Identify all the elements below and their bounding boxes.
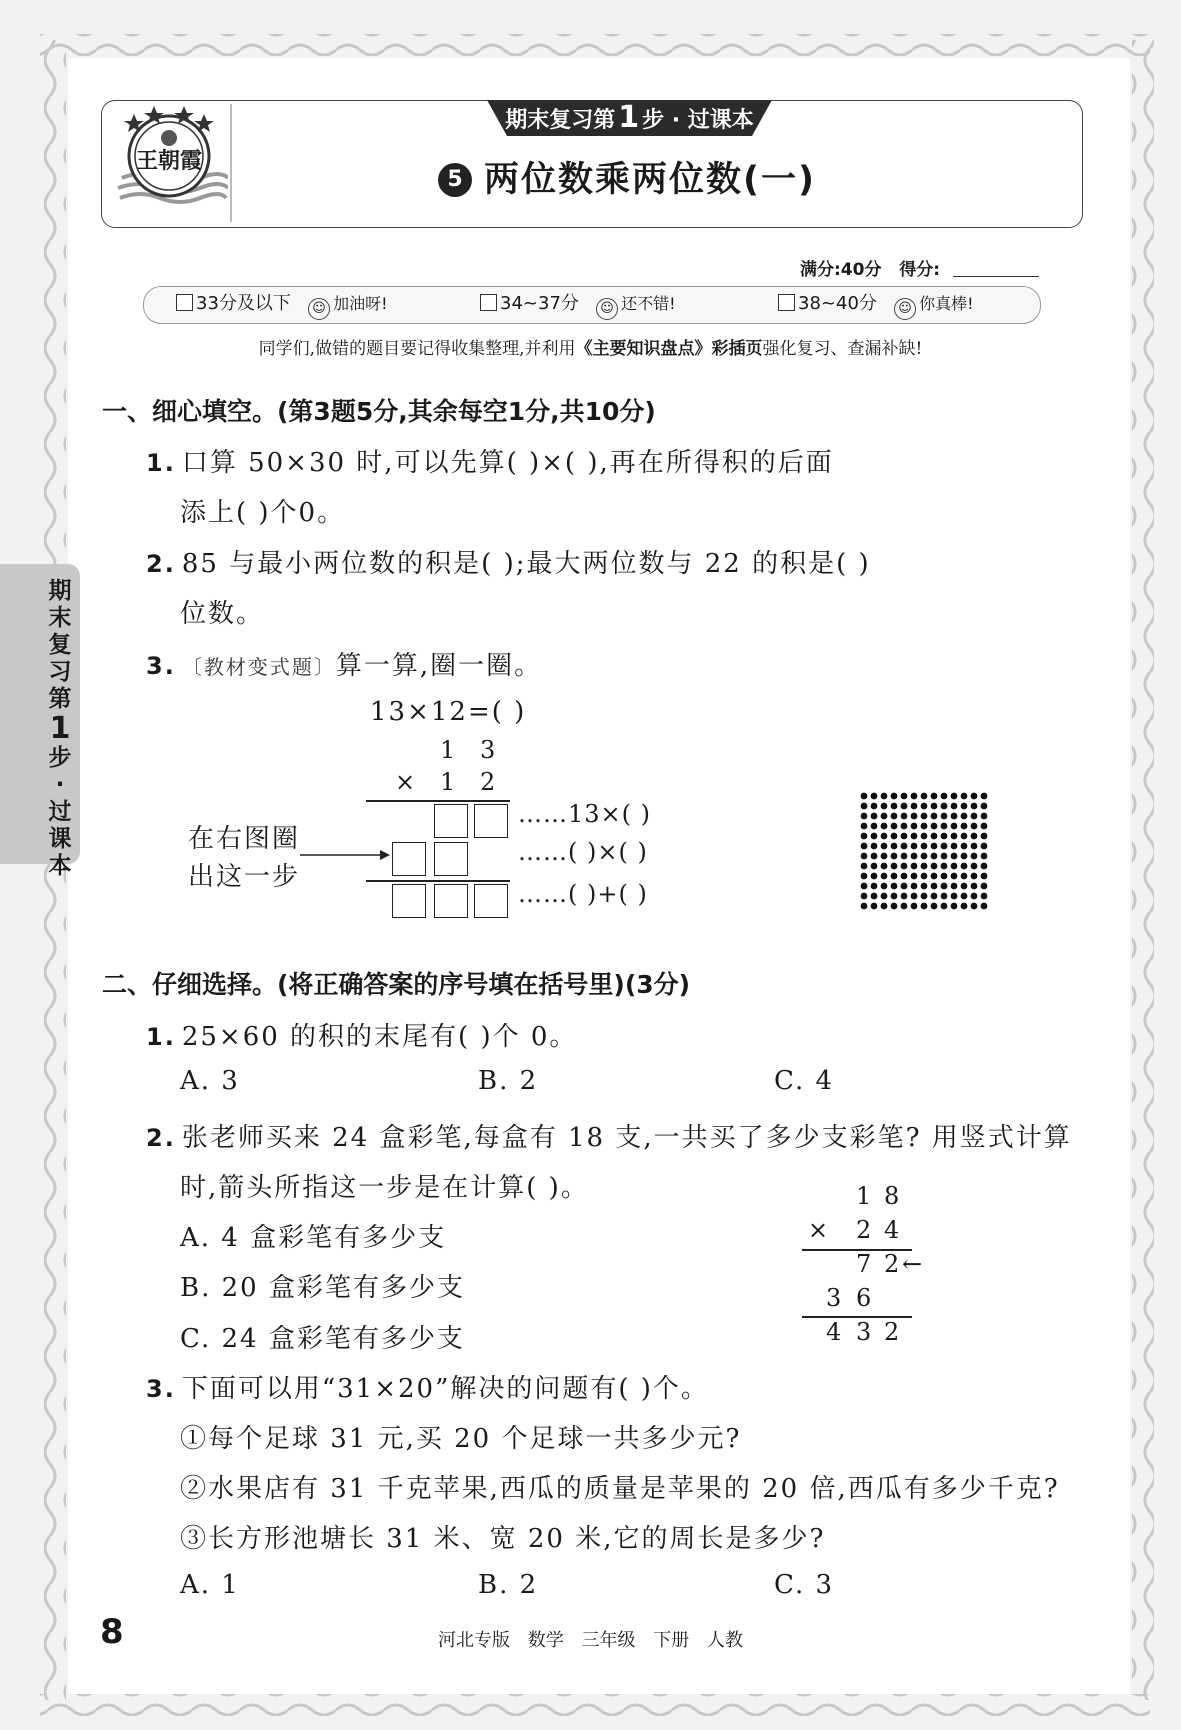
dot[interactable] (861, 843, 868, 850)
side-char: 1 (49, 711, 71, 746)
dot[interactable] (901, 803, 908, 810)
question-number: 3. (146, 652, 176, 680)
checkbox-icon[interactable] (480, 294, 497, 311)
dot[interactable] (861, 823, 868, 830)
notice-before: 同学们,做错的题目要记得收集整理,并利用 (258, 339, 576, 359)
s2-q3-item-3: ③长方形池塘长 31 米、宽 20 米,它的周长是多少? (180, 1524, 826, 1554)
dot[interactable] (931, 803, 938, 810)
dot[interactable] (861, 803, 868, 810)
dot[interactable] (911, 803, 918, 810)
dot[interactable] (861, 833, 868, 840)
smiley-icon: ☺ (596, 298, 618, 320)
score-blank[interactable] (953, 276, 1039, 277)
dot[interactable] (931, 893, 938, 900)
dot[interactable] (981, 793, 988, 800)
dot[interactable] (961, 883, 968, 890)
dot[interactable] (951, 823, 958, 830)
dot[interactable] (911, 903, 918, 910)
dot[interactable] (941, 883, 948, 890)
notice-after: 强化复习、查漏补缺! (762, 339, 923, 359)
dot[interactable] (881, 853, 888, 860)
notice-highlight: 《主要知识盘点》彩插页 (575, 339, 763, 359)
dot[interactable] (981, 843, 988, 850)
question-text: 85 与最小两位数的积是( );最大两位数与 22 的积是( ) (181, 549, 871, 579)
dot[interactable] (871, 853, 878, 860)
dot[interactable] (911, 813, 918, 820)
question-text: 下面可以用“31×20”解决的问题有( )个。 (181, 1374, 709, 1404)
calc-digit: 1 (440, 768, 456, 796)
dot[interactable] (911, 853, 918, 860)
dot[interactable] (971, 843, 978, 850)
dot[interactable] (861, 813, 868, 820)
s2-q1-option-b[interactable]: B. 2 (478, 1066, 539, 1096)
s2-q3-line (146, 1368, 709, 1405)
dot[interactable] (971, 863, 978, 870)
dot[interactable] (951, 833, 958, 840)
checkbox-icon[interactable] (176, 294, 193, 311)
left-note-line1: 在右图圈 (188, 824, 301, 854)
calc2-digit: 4 (826, 1318, 842, 1346)
dot[interactable] (911, 833, 918, 840)
dot[interactable] (931, 833, 938, 840)
calc-digit: 3 (480, 736, 496, 764)
s2-q2-option-c[interactable]: C. 24 盒彩笔有多少支 (180, 1324, 465, 1354)
dot[interactable] (881, 833, 888, 840)
s2-q2-option-a[interactable]: A. 4 盒彩笔有多少支 (180, 1223, 447, 1253)
dot[interactable] (871, 833, 878, 840)
dot[interactable] (931, 813, 938, 820)
arrow-left-icon: ← (902, 1250, 923, 1278)
dot[interactable] (971, 823, 978, 830)
lesson-title: 两位数乘两位数(一) (484, 160, 816, 200)
dot[interactable] (921, 813, 928, 820)
dot[interactable] (941, 873, 948, 880)
question-number: 2. (146, 1124, 176, 1152)
dot[interactable] (881, 883, 888, 890)
dot[interactable] (881, 793, 888, 800)
dot[interactable] (961, 893, 968, 900)
dot[interactable] (881, 873, 888, 880)
footer-text: 河北专版 数学 三年级 下册 人教 (438, 1630, 743, 1651)
dot[interactable] (931, 853, 938, 860)
page-number: 8 (100, 1612, 124, 1652)
dot[interactable] (931, 823, 938, 830)
dot[interactable] (871, 803, 878, 810)
calc2-digit: 7 (856, 1250, 872, 1278)
dot[interactable] (861, 903, 868, 910)
dot[interactable] (891, 903, 898, 910)
dot[interactable] (931, 863, 938, 870)
dot[interactable] (861, 793, 868, 800)
dot-array[interactable] (858, 790, 998, 920)
dot[interactable] (971, 873, 978, 880)
dot[interactable] (901, 813, 908, 820)
dot[interactable] (891, 863, 898, 870)
dot[interactable] (941, 863, 948, 870)
calc-digit: 1 (440, 736, 456, 764)
dot[interactable] (961, 873, 968, 880)
question-tag: 〔教材变式题〕 (181, 655, 336, 679)
dot[interactable] (921, 873, 928, 880)
dot[interactable] (931, 843, 938, 850)
calc-rule (366, 800, 510, 802)
question-text: 算一算,圈一圈。 (335, 651, 543, 681)
dot[interactable] (941, 843, 948, 850)
side-char: 步 (48, 745, 72, 771)
dot[interactable] (961, 823, 968, 830)
dot[interactable] (871, 793, 878, 800)
dot[interactable] (941, 833, 948, 840)
dot[interactable] (881, 803, 888, 810)
side-char: 第 (48, 686, 72, 712)
dot[interactable] (931, 903, 938, 910)
grade-option-2[interactable] (480, 288, 675, 320)
dot[interactable] (931, 793, 938, 800)
side-char: 过 (48, 799, 72, 825)
dot[interactable] (951, 873, 958, 880)
score-label: 得分: (899, 260, 941, 280)
dot[interactable] (901, 903, 908, 910)
side-char: 复 (48, 632, 72, 658)
calc2-digit: 8 (884, 1182, 900, 1210)
row3-label: ……( )+( ) (518, 880, 648, 908)
dot[interactable] (901, 843, 908, 850)
dot[interactable] (911, 893, 918, 900)
banner-label (487, 100, 772, 136)
dot[interactable] (981, 823, 988, 830)
s1-q3-line (146, 645, 542, 682)
dot[interactable] (861, 873, 868, 880)
side-char: 课 (48, 826, 72, 852)
s2-q3-item-1: ①每个足球 31 元,买 20 个足球一共多少元? (180, 1424, 742, 1454)
dot[interactable] (881, 893, 888, 900)
answer-box[interactable] (392, 884, 426, 918)
dot[interactable] (981, 883, 988, 890)
dot[interactable] (871, 813, 878, 820)
dot[interactable] (951, 863, 958, 870)
left-note-line2: 出这一步 (188, 862, 301, 892)
logo-divider (230, 104, 232, 222)
s2-q3-option-c[interactable]: C. 3 (774, 1570, 835, 1600)
dot[interactable] (981, 893, 988, 900)
dot[interactable] (941, 903, 948, 910)
dot[interactable] (921, 833, 928, 840)
dot[interactable] (921, 893, 928, 900)
dot[interactable] (951, 893, 958, 900)
s1-q1-line2: 添上( )个0。 (180, 498, 346, 528)
dot[interactable] (891, 833, 898, 840)
arrow-icon (300, 848, 390, 862)
calc2-digit: 3 (856, 1318, 872, 1346)
dot[interactable] (921, 803, 928, 810)
dot[interactable] (981, 903, 988, 910)
dot[interactable] (901, 793, 908, 800)
question-number: 3. (146, 1375, 176, 1403)
dot[interactable] (951, 883, 958, 890)
question-text: 25×60 的积的末尾有( )个 0。 (181, 1022, 578, 1052)
grade-option-1[interactable] (176, 288, 388, 320)
dot[interactable] (921, 793, 928, 800)
s1-q1-line1 (146, 442, 834, 479)
dot[interactable] (961, 793, 968, 800)
dot[interactable] (971, 903, 978, 910)
s2-q3-item-2: ②水果店有 31 千克苹果,西瓜的质量是苹果的 20 倍,西瓜有多少千克? (180, 1474, 1060, 1504)
question-text: 张老师买来 24 盒彩笔,每盒有 18 支,一共买了多少支彩笔? 用竖式计算 (181, 1123, 1072, 1153)
dot[interactable] (951, 853, 958, 860)
dot[interactable] (981, 833, 988, 840)
dot[interactable] (941, 813, 948, 820)
answer-box[interactable] (474, 804, 508, 838)
dot[interactable] (901, 833, 908, 840)
dot[interactable] (901, 883, 908, 890)
s1-q3-equation: 13×12=( ) (370, 697, 527, 727)
dot[interactable] (891, 883, 898, 890)
dot[interactable] (891, 803, 898, 810)
dot[interactable] (891, 823, 898, 830)
dot[interactable] (891, 793, 898, 800)
dot[interactable] (941, 853, 948, 860)
calc2-digit: 3 (826, 1284, 842, 1312)
dot[interactable] (861, 883, 868, 890)
dot[interactable] (911, 873, 918, 880)
question-text: 口算 50×30 时,可以先算( )×( ),再在所得积的后面 (181, 448, 834, 478)
dot[interactable] (901, 823, 908, 830)
dot[interactable] (871, 843, 878, 850)
side-char: 末 (48, 605, 72, 631)
dot[interactable] (951, 803, 958, 810)
dot[interactable] (901, 863, 908, 870)
dot[interactable] (911, 863, 918, 870)
svg-text:王朝霞: 王朝霞 (135, 148, 203, 174)
dot[interactable] (941, 823, 948, 830)
dot[interactable] (871, 903, 878, 910)
side-tab-label (40, 578, 80, 880)
dot[interactable] (971, 833, 978, 840)
dot[interactable] (961, 843, 968, 850)
dot[interactable] (881, 823, 888, 830)
dot[interactable] (881, 843, 888, 850)
row1-label: ……13×( ) (518, 800, 652, 828)
dot[interactable] (931, 873, 938, 880)
dot[interactable] (971, 853, 978, 860)
calc-digit: 2 (480, 768, 496, 796)
score-line (800, 255, 940, 280)
dot[interactable] (921, 863, 928, 870)
calc2-digit: 2 (884, 1250, 900, 1278)
section1-title: 一、细心填空。(第3题5分,其余每空1分,共10分) (102, 397, 656, 426)
question-number: 2. (146, 550, 176, 578)
answer-box[interactable] (434, 842, 468, 876)
dot[interactable] (921, 903, 928, 910)
dot[interactable] (901, 853, 908, 860)
dot[interactable] (871, 823, 878, 830)
dot[interactable] (891, 873, 898, 880)
dot[interactable] (901, 873, 908, 880)
dot[interactable] (911, 823, 918, 830)
banner-step: 1 (618, 100, 640, 135)
dot[interactable] (961, 833, 968, 840)
grade-comment: 还不错! (621, 294, 676, 313)
dot[interactable] (951, 813, 958, 820)
grade-range: 33分及以下 (196, 293, 291, 314)
dot[interactable] (951, 903, 958, 910)
dot[interactable] (911, 843, 918, 850)
calc-sign: × (395, 768, 416, 796)
s2-q3-option-a[interactable]: A. 1 (180, 1570, 240, 1600)
smiley-icon: ☺ (308, 298, 330, 320)
s2-q2-line1 (146, 1117, 1072, 1154)
dot[interactable] (901, 893, 908, 900)
dot[interactable] (981, 863, 988, 870)
dot[interactable] (971, 893, 978, 900)
dot[interactable] (971, 813, 978, 820)
grade-range: 34~37分 (500, 293, 579, 314)
dot[interactable] (931, 883, 938, 890)
dot[interactable] (961, 863, 968, 870)
calc2-digit: 2 (884, 1318, 900, 1346)
lesson-number-badge: 5 (438, 163, 472, 197)
question-number: 1. (146, 449, 176, 477)
dot[interactable] (911, 883, 918, 890)
dot[interactable] (921, 823, 928, 830)
dot[interactable] (921, 883, 928, 890)
s1-q2-line1 (146, 543, 871, 580)
dot[interactable] (891, 853, 898, 860)
banner-prefix: 期末复习第 (505, 108, 616, 133)
dot[interactable] (921, 853, 928, 860)
checkbox-icon[interactable] (778, 294, 795, 311)
dot[interactable] (881, 863, 888, 870)
s2-q1-line (146, 1016, 577, 1053)
calc-rule (366, 880, 510, 882)
calc2-digit: 6 (856, 1284, 872, 1312)
grade-comment: 加油呀! (333, 294, 388, 313)
dot[interactable] (941, 893, 948, 900)
grade-comment: 你真棒! (919, 294, 974, 313)
s2-q3-option-b[interactable]: B. 2 (478, 1570, 539, 1600)
dot[interactable] (891, 843, 898, 850)
section2-title: 二、仔细选择。(将正确答案的序号填在括号里)(3分) (102, 970, 691, 999)
dot[interactable] (971, 803, 978, 810)
notice-text (0, 334, 1181, 359)
dot[interactable] (891, 813, 898, 820)
dot[interactable] (861, 893, 868, 900)
banner-suffix: 步 · 过课本 (642, 108, 754, 133)
question-number: 1. (146, 1023, 176, 1051)
dot[interactable] (921, 843, 928, 850)
grade-option-3[interactable] (778, 288, 973, 320)
dot[interactable] (981, 873, 988, 880)
dot[interactable] (981, 813, 988, 820)
answer-box[interactable] (474, 884, 508, 918)
dot[interactable] (871, 883, 878, 890)
dot[interactable] (971, 793, 978, 800)
dot[interactable] (981, 853, 988, 860)
dot[interactable] (951, 793, 958, 800)
answer-box[interactable] (392, 842, 426, 876)
calc2-sign: × (808, 1216, 829, 1244)
dot[interactable] (951, 843, 958, 850)
dot[interactable] (871, 893, 878, 900)
dot[interactable] (961, 813, 968, 820)
calc2-digit: 1 (856, 1182, 872, 1210)
side-char: 期 (48, 578, 72, 604)
dot[interactable] (861, 863, 868, 870)
row2-label: ……( )×( ) (518, 838, 648, 866)
answer-box[interactable] (434, 884, 468, 918)
brand-logo (110, 104, 228, 222)
dot[interactable] (881, 813, 888, 820)
dot[interactable] (961, 853, 968, 860)
dot[interactable] (941, 803, 948, 810)
full-score-label: 满分:40分 (800, 260, 882, 280)
smiley-icon: ☺ (894, 298, 916, 320)
dot[interactable] (961, 803, 968, 810)
side-char: 习 (48, 659, 72, 685)
dot[interactable] (961, 903, 968, 910)
s2-q2-line2: 时,箭头所指这一步是在计算( )。 (180, 1173, 589, 1203)
dot[interactable] (881, 903, 888, 910)
dot[interactable] (941, 793, 948, 800)
dot[interactable] (871, 863, 878, 870)
calc2-digit: 4 (884, 1216, 900, 1244)
s1-q2-line2: 位数。 (180, 599, 265, 629)
grade-range: 38~40分 (798, 293, 877, 314)
side-char: 本 (48, 853, 72, 879)
calc2-digit: 2 (856, 1216, 872, 1244)
dot[interactable] (891, 893, 898, 900)
dot[interactable] (971, 883, 978, 890)
side-char: · (55, 772, 65, 798)
s2-q2-option-b[interactable]: B. 20 盒彩笔有多少支 (180, 1273, 465, 1303)
dot[interactable] (981, 803, 988, 810)
s2-q1-option-c[interactable]: C. 4 (774, 1066, 835, 1096)
s2-q1-option-a[interactable]: A. 3 (180, 1066, 240, 1096)
dot[interactable] (911, 793, 918, 800)
dot[interactable] (861, 853, 868, 860)
dot[interactable] (871, 873, 878, 880)
answer-box[interactable] (434, 804, 468, 838)
